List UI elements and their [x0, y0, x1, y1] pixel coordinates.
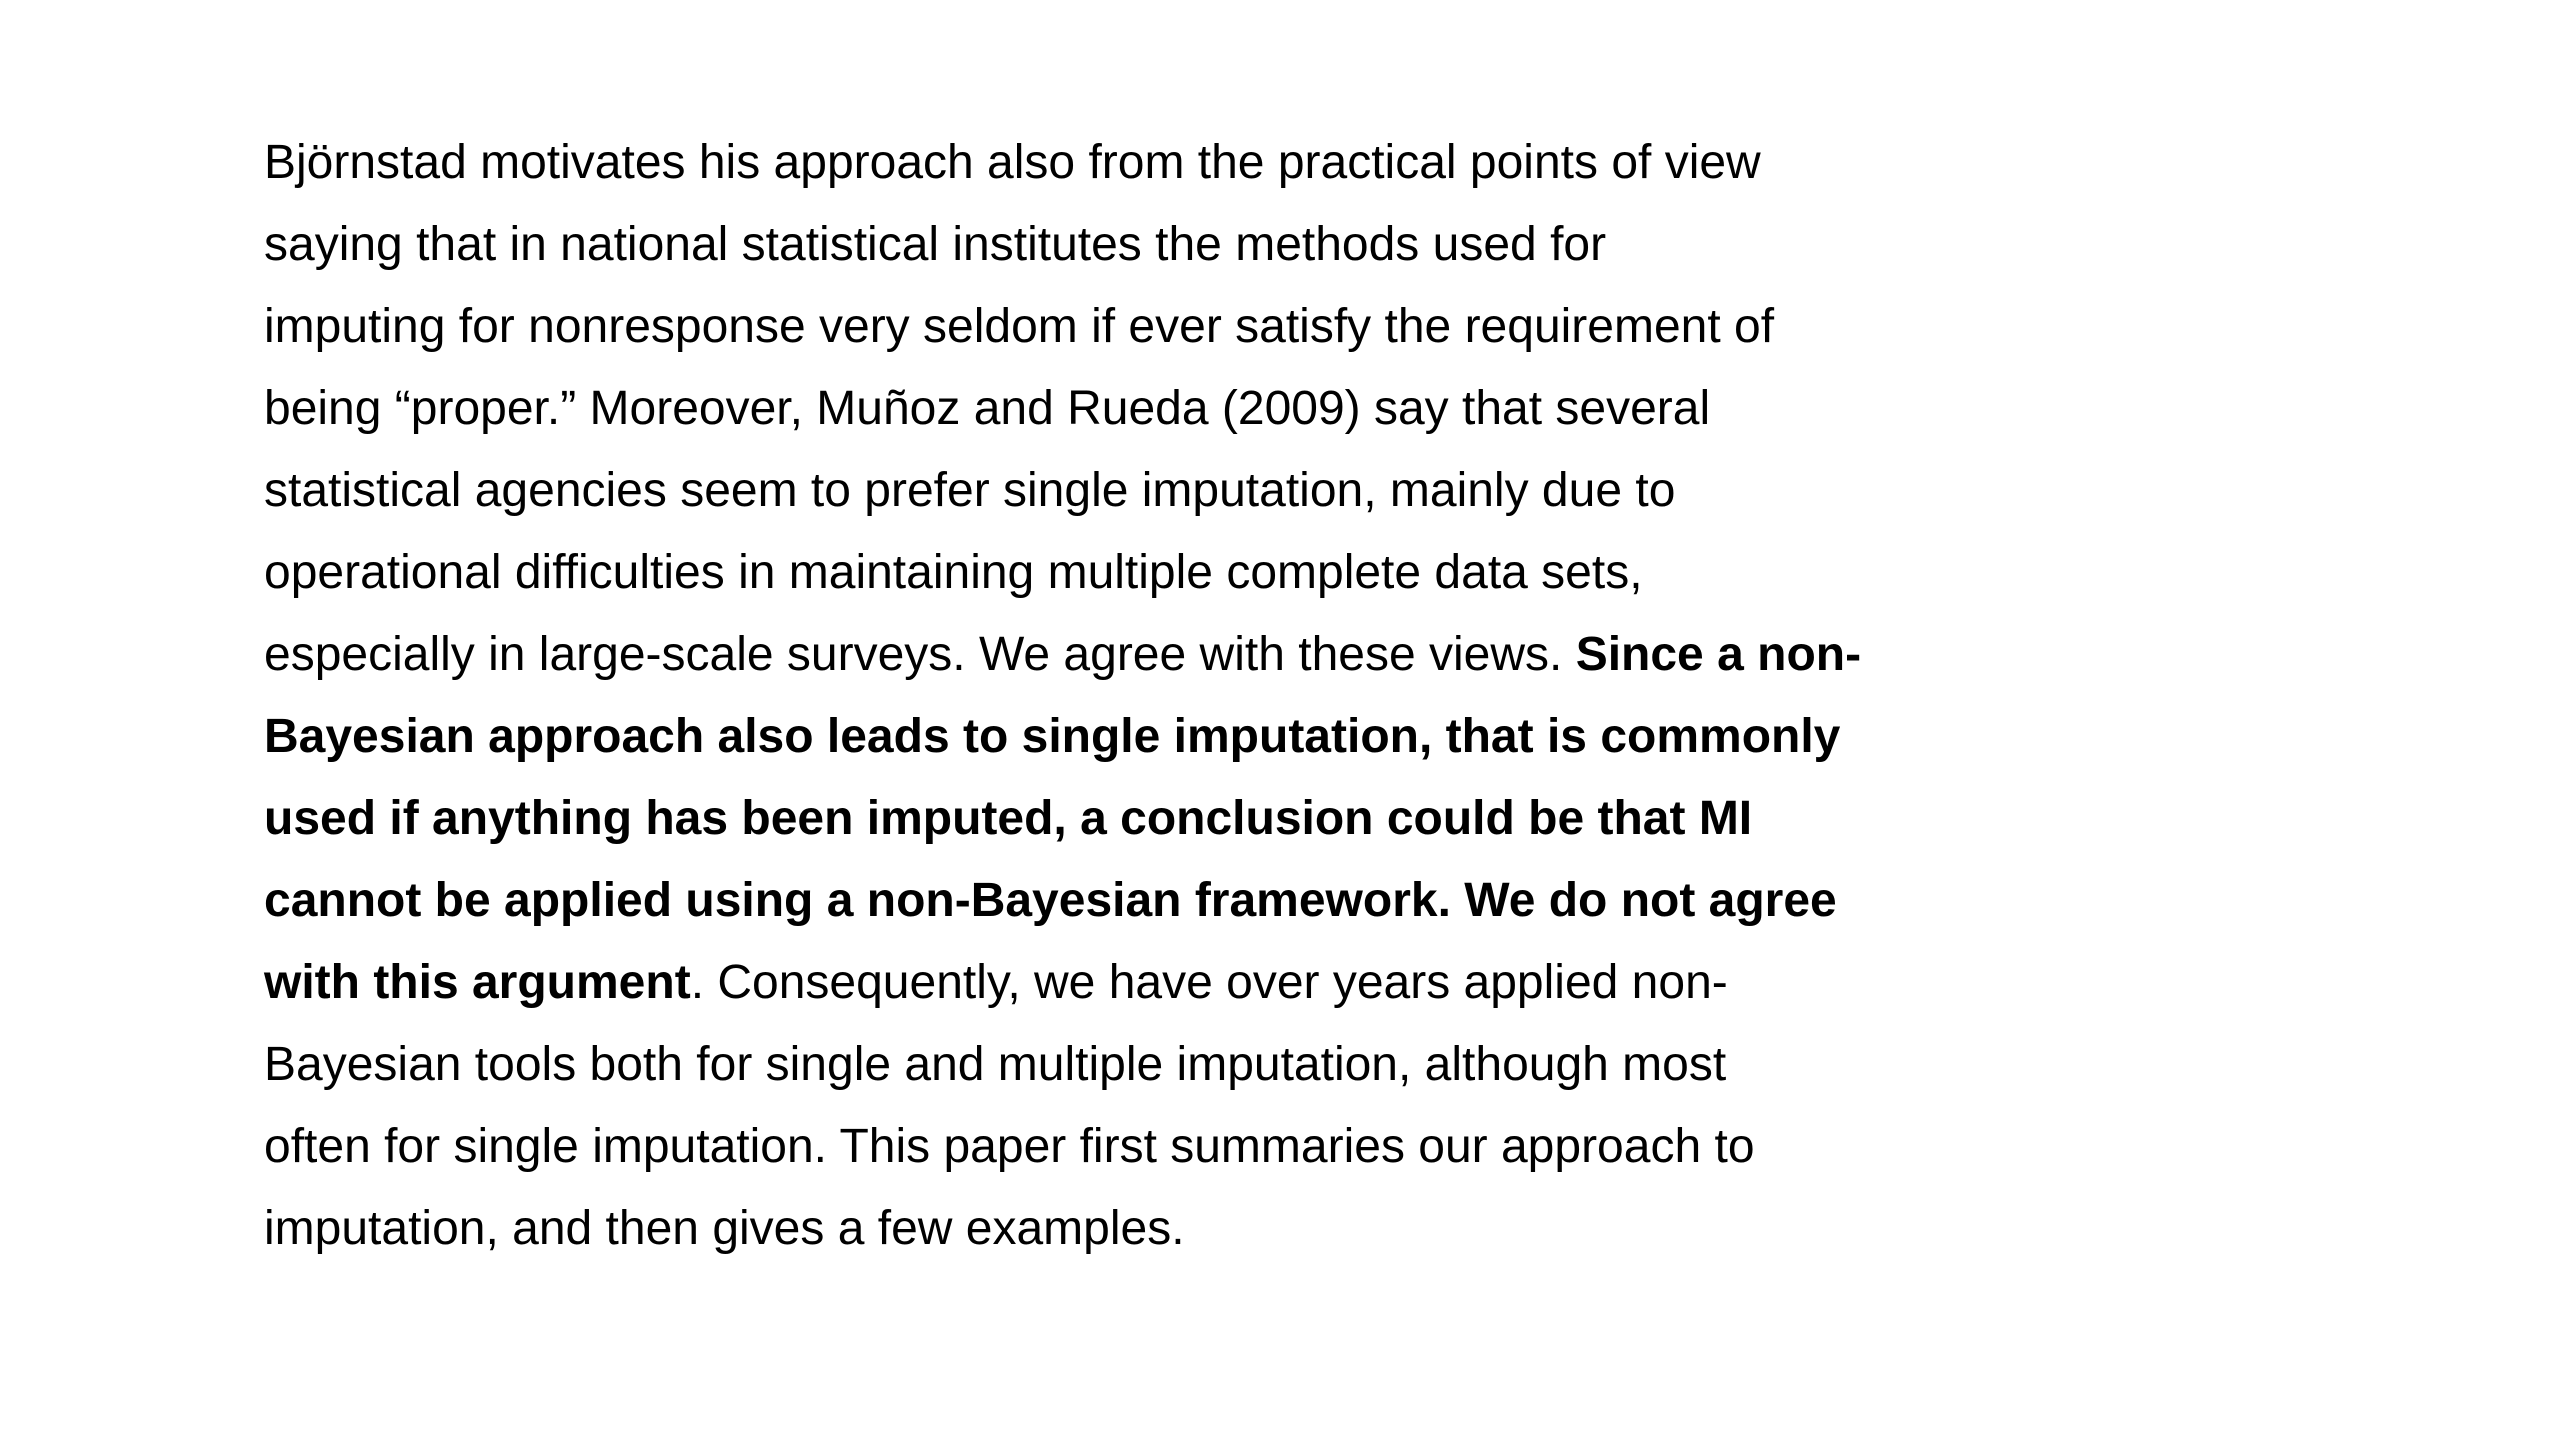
emphasized-text: used if anything has been imputed, a conclusion could be that MI: [264, 792, 1753, 845]
paragraph-line: [264, 614, 2064, 696]
emphasized-text: with this argument: [264, 956, 691, 1009]
paragraph-line: [264, 860, 2064, 942]
line-text: especially in large-scale surveys. We agree with these views.: [264, 628, 1576, 681]
line-text: being “proper.” Moreover, Muñoz and Rueda (2009) say that several: [264, 382, 1711, 435]
paragraph-line: [264, 204, 2064, 286]
paragraph-line: [264, 1106, 2064, 1188]
paragraph-line: [264, 1188, 2064, 1270]
paragraph-line: [264, 286, 2064, 368]
emphasized-text: Since a non-: [1575, 628, 1862, 681]
emphasized-text: Bayesian approach also leads to single imputation, that is commonly: [264, 710, 1841, 763]
body-paragraph: [264, 122, 2064, 1270]
line-text: Björnstad motivates his approach also from the practical points of view: [264, 136, 1761, 189]
emphasized-text: cannot be applied using a non-Bayesian framework. We do not agree: [264, 874, 1837, 927]
line-text: statistical agencies seem to prefer single imputation, mainly due to: [264, 464, 1676, 517]
line-text: Bayesian tools both for single and multiple imputation, although most: [264, 1038, 1727, 1091]
line-text: imputation, and then gives a few examples.: [264, 1202, 1185, 1255]
line-text: imputing for nonresponse very seldom if ever satisfy the requirement of: [264, 300, 1775, 353]
paragraph-line: [264, 778, 2064, 860]
paragraph-line: [264, 1024, 2064, 1106]
line-text: operational difficulties in maintaining multiple complete data sets,: [264, 546, 1643, 599]
paragraph-line: [264, 696, 2064, 778]
paragraph-line: [264, 368, 2064, 450]
line-text: often for single imputation. This paper first summaries our approach to: [264, 1120, 1755, 1173]
paragraph-line: [264, 450, 2064, 532]
paragraph-line: [264, 942, 2064, 1024]
line-text: . Consequently, we have over years applied non-: [690, 956, 1728, 1009]
line-text: saying that in national statistical institutes the methods used for: [264, 218, 1607, 271]
paragraph-line: [264, 122, 2064, 204]
paragraph-line: [264, 532, 2064, 614]
